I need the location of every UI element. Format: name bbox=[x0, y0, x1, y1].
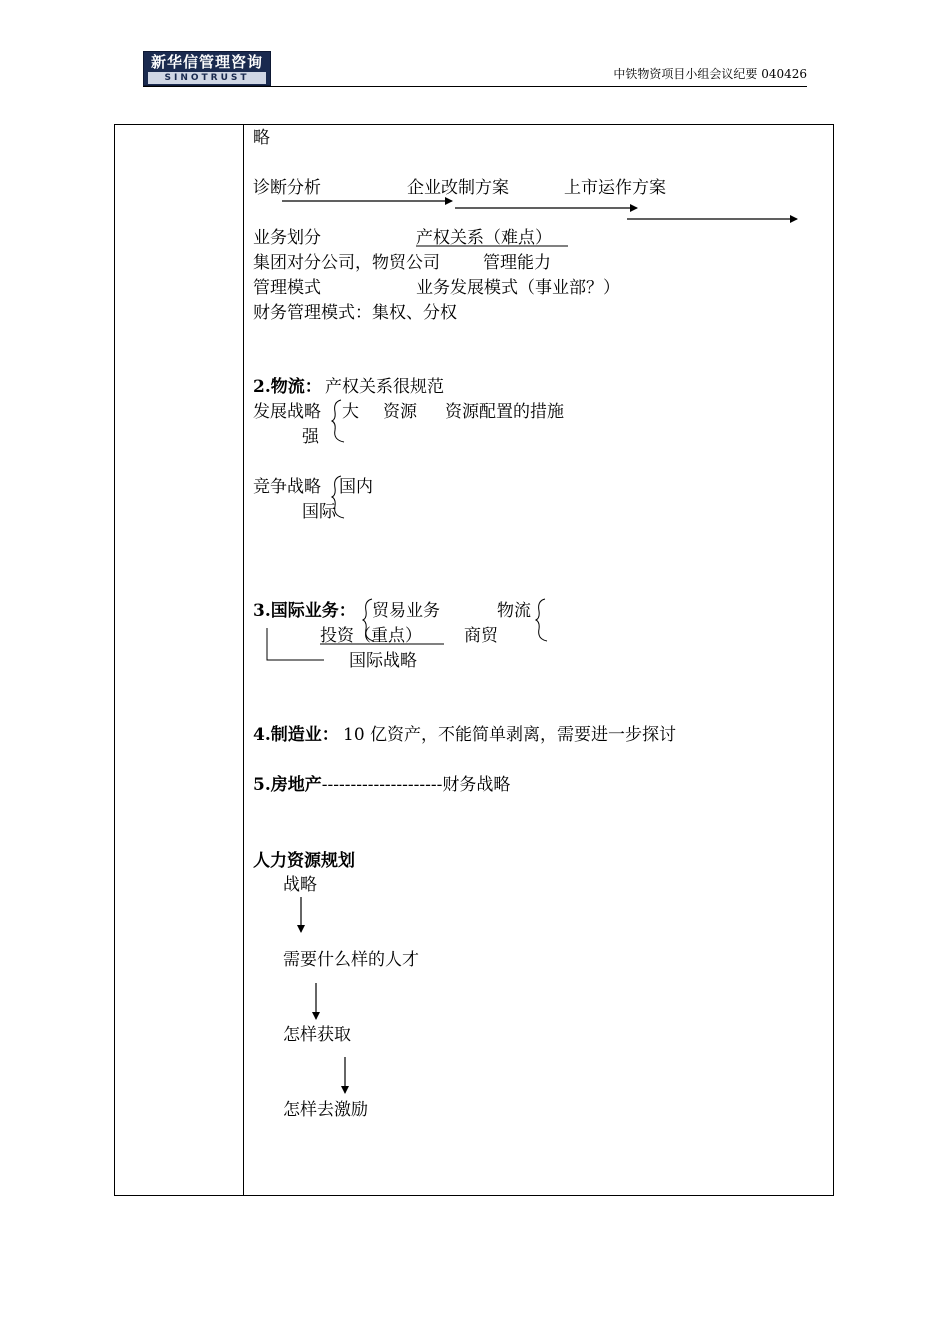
document-title: 中铁物资项目小组会议纪要 040426 bbox=[613, 67, 807, 81]
text-group-branch: 集团对分公司，物贸公司 bbox=[253, 253, 440, 273]
text-international: 国际 bbox=[302, 502, 336, 522]
hr-step-motivate: 怎样去激励 bbox=[283, 1100, 368, 1120]
text-invest: 投资（重点） bbox=[320, 626, 422, 646]
text-manufacture: 10 亿资产，不能简单剥离，需要进一步探讨 bbox=[343, 725, 677, 745]
compete-strategy-brace bbox=[332, 476, 344, 518]
text-commerce: 商贸 bbox=[464, 626, 498, 646]
intl-brace-right bbox=[536, 599, 547, 641]
text-biz-division: 业务划分 bbox=[253, 228, 321, 248]
heading-hr-planning: 人力资源规划 bbox=[253, 851, 355, 871]
text-lue: 略 bbox=[253, 128, 270, 148]
realestate-dashes: --------------------- bbox=[321, 775, 443, 795]
text-property-relation: 产权关系（难点） bbox=[416, 228, 552, 248]
text-realestate: 财务战略 bbox=[442, 775, 511, 795]
text-da: 大 bbox=[342, 402, 359, 422]
text-biz-dev-mode: 业务发展模式（事业部？） bbox=[416, 278, 620, 298]
hr-step-acquire: 怎样获取 bbox=[283, 1025, 351, 1045]
text-finance-mode: 财务管理模式：集权、分权 bbox=[253, 303, 457, 323]
text-logistics-word: 物流 bbox=[497, 601, 531, 621]
flow-restructure-plan: 企业改制方案 bbox=[407, 178, 509, 198]
text-resource-measure: 资源配置的措施 bbox=[445, 402, 564, 422]
text-intl-strategy: 国际战略 bbox=[349, 651, 417, 671]
text-dev-strategy: 发展战略 bbox=[253, 402, 321, 422]
flow-diagnosis: 诊断分析 bbox=[253, 178, 321, 198]
flow-listing-plan: 上市运作方案 bbox=[564, 178, 666, 198]
heading-intl-business: 3.国际业务： bbox=[253, 601, 356, 621]
text-domestic: 国内 bbox=[339, 477, 373, 497]
text-compete-strategy: 竞争战略 bbox=[253, 477, 321, 497]
text-mgmt-ability: 管理能力 bbox=[483, 253, 551, 273]
dev-strategy-brace bbox=[332, 400, 344, 442]
logo-chinese-text: 新华信管理咨询 bbox=[150, 53, 263, 71]
heading-manufacture: 4.制造业： bbox=[253, 725, 339, 745]
heading-logistics: 2.物流： bbox=[253, 377, 322, 397]
text-resource: 资源 bbox=[383, 402, 417, 422]
hr-step-talent: 需要什么样的人才 bbox=[283, 950, 419, 970]
heading-realestate: 5.房地产 bbox=[253, 775, 322, 795]
intl-brace-left bbox=[363, 599, 374, 641]
text-mgmt-mode: 管理模式 bbox=[253, 278, 321, 298]
text-trade-biz: 贸易业务 bbox=[372, 601, 440, 621]
text-logistics: 产权关系很规范 bbox=[325, 377, 444, 397]
intl-strategy-bracket bbox=[267, 628, 324, 660]
hr-step-strategy: 战略 bbox=[283, 875, 317, 895]
text-qiang: 强 bbox=[302, 427, 319, 447]
logo-english-text: SINOTRUST bbox=[164, 73, 250, 83]
